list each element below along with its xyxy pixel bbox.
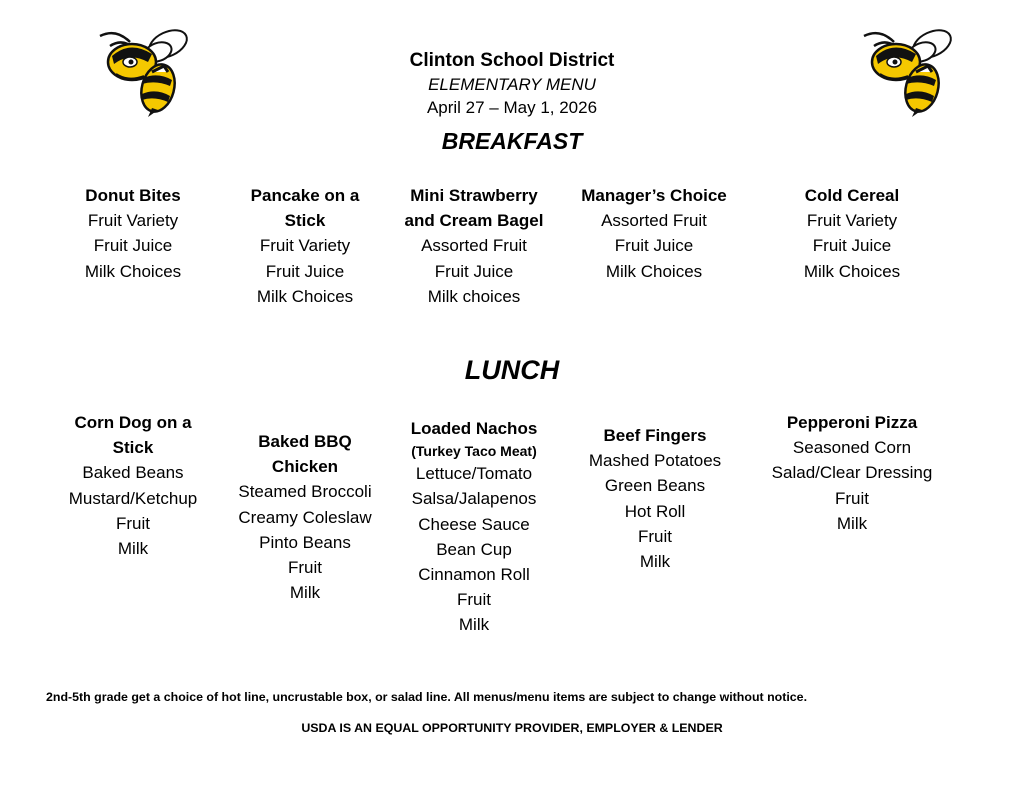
menu-item: Fruit Juice	[434, 261, 514, 281]
menu-item: Fruit Variety	[87, 211, 179, 231]
lunch-day-3	[392, 416, 556, 638]
bee-mascot-icon	[96, 22, 192, 118]
menu-item: Milk	[639, 552, 671, 572]
district-name: Clinton School District	[409, 50, 615, 71]
menu-item: Fruit	[835, 488, 869, 508]
menu-item: Baked Beans	[82, 463, 184, 483]
menu-item: Mashed Potatoes	[588, 451, 722, 471]
menu-item: Assorted Fruit	[421, 236, 527, 256]
menu-item: Fruit Variety	[259, 236, 351, 256]
lunch-main: Stick	[112, 438, 154, 458]
footer-note: 2nd-5th grade get a choice of hot line, uncrustable box, or salad line. All menus/menu items are subject to change without notice.	[46, 690, 808, 704]
breakfast-main: Manager’s Choice	[581, 186, 727, 205]
menu-subtitle: ELEMENTARY MENU	[428, 75, 596, 94]
menu-item: Milk Choices	[605, 261, 703, 281]
menu-item: Milk Choices	[84, 261, 182, 281]
menu-item: Milk	[458, 615, 490, 635]
menu-item: Salad/Clear Dressing	[771, 463, 933, 483]
breakfast-day-1	[58, 183, 208, 284]
menu-item: Lettuce/Tomato	[415, 464, 533, 484]
menu-item: Steamed Broccoli	[238, 482, 372, 502]
menu-item: Fruit Juice	[93, 236, 173, 256]
lunch-main: Beef Fingers	[603, 426, 707, 445]
menu-item: Fruit	[116, 513, 150, 533]
breakfast-main: Cold Cereal	[804, 186, 900, 205]
menu-item: Green Beans	[604, 476, 706, 496]
breakfast-day-4	[570, 183, 738, 284]
menu-item: Milk Choices	[256, 286, 354, 306]
breakfast-main: and Cream Bagel	[404, 211, 544, 231]
breakfast-day-5	[772, 183, 932, 284]
lunch-sub-note: (Turkey Taco Meat)	[411, 443, 537, 460]
breakfast-main: Pancake on a	[250, 186, 360, 205]
menu-item: Fruit	[288, 558, 322, 578]
lunch-day-1	[50, 410, 216, 561]
breakfast-day-3	[392, 183, 556, 309]
menu-item: Fruit Juice	[812, 236, 892, 256]
menu-item: Salsa/Jalapenos	[411, 489, 537, 509]
breakfast-main: Mini Strawberry	[410, 186, 538, 205]
menu-header	[312, 48, 712, 120]
menu-item: Milk	[836, 513, 868, 533]
usda-statement: USDA IS AN EQUAL OPPORTUNITY PROVIDER, EMPLOYER & LENDER	[301, 721, 723, 735]
menu-item: Fruit Juice	[614, 236, 694, 256]
menu-item: Mustard/Ketchup	[68, 488, 198, 508]
breakfast-main: Stick	[284, 211, 326, 231]
lunch-main: Corn Dog on a	[74, 413, 192, 432]
breakfast-day-2	[228, 183, 382, 309]
breakfast-main: Donut Bites	[85, 186, 181, 205]
lunch-day-2	[224, 429, 386, 605]
menu-item: Milk Choices	[803, 261, 901, 281]
menu-item: Fruit Juice	[265, 261, 345, 281]
menu-item: Cinnamon Roll	[418, 565, 530, 585]
menu-item: Pinto Beans	[259, 532, 351, 552]
lunch-title: LUNCH	[464, 355, 560, 385]
breakfast-title: BREAKFAST	[441, 128, 583, 154]
menu-item: Assorted Fruit	[601, 211, 707, 231]
menu-item: Seasoned Corn	[792, 438, 912, 458]
menu-item: Creamy Coleslaw	[238, 507, 372, 527]
menu-item: Cheese Sauce	[418, 514, 530, 534]
menu-item: Fruit	[638, 526, 672, 546]
menu-item: Fruit Variety	[806, 211, 898, 231]
menu-item: Bean Cup	[436, 539, 512, 559]
lunch-main: Chicken	[271, 457, 339, 477]
menu-item: Milk choices	[427, 286, 521, 306]
lunch-day-4	[570, 423, 740, 574]
menu-item: Milk	[117, 539, 149, 559]
lunch-day-5	[752, 410, 952, 536]
menu-item: Fruit	[457, 590, 491, 610]
lunch-main: Loaded Nachos	[410, 419, 538, 438]
bee-mascot-icon	[860, 22, 956, 118]
lunch-main: Baked BBQ	[258, 432, 352, 451]
lunch-main: Pepperoni Pizza	[786, 413, 918, 432]
menu-item: Hot Roll	[624, 501, 686, 521]
menu-dates: April 27 – May 1, 2026	[426, 98, 598, 117]
menu-item: Milk	[289, 583, 321, 603]
